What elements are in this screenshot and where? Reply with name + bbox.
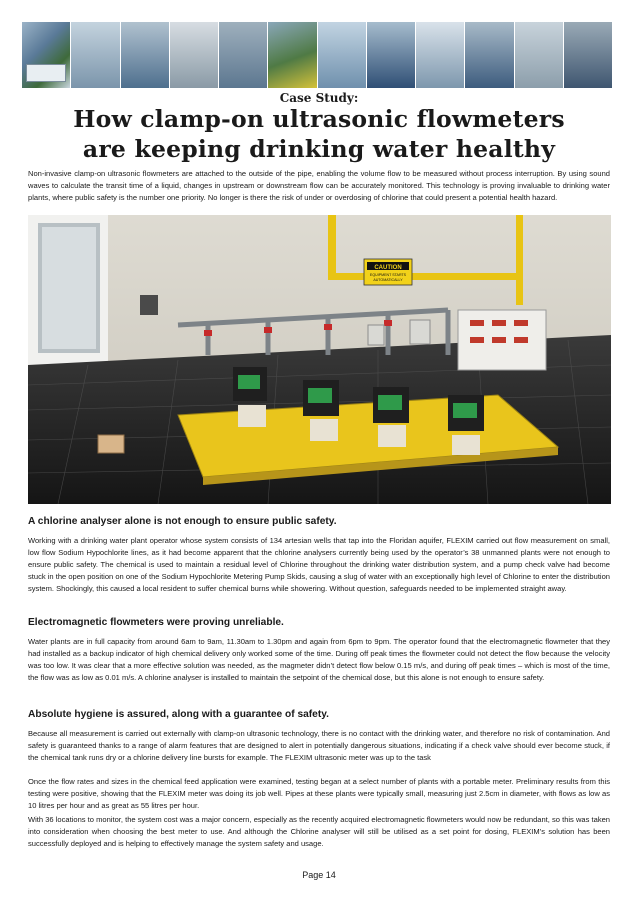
pump-skid-photo	[28, 215, 611, 504]
banner-photo-9	[465, 22, 514, 88]
pump-skid-illustration	[28, 215, 611, 504]
banner-photo-5	[268, 22, 317, 88]
banner-photo-2	[121, 22, 170, 88]
banner-photo-1	[71, 22, 120, 88]
header-banner	[22, 22, 612, 88]
section-3-body-2: Once the flow rates and sizes in the chemical feed application were examined, testing began at a select number of plants with a portable meter. Preliminary results from this testing were positive, showing that the FLEXIM meter was doing its job well. Pipes at these plants were typically small, measuring just 2.5cm in diameter, with flows as low as 10 litres per hour and as great as 55 litres per hour.	[28, 777, 610, 811]
section-3-body-1: Because all measurement is carried out externally with clamp-on ultrasonic technology, there is no contact with the drinking water, and therefore no risk of contamination. And safety is guaranteed thanks to a range of alarm features that are designed to alert in potentially dangerous situations, indicating if a check valve should ever become stuck, if the chemical tank runs dry or a chlorine delivery line bursts for example. The FLEXIM ultrasonic meter was up to the task	[28, 729, 610, 763]
section-1-body: Working with a drinking water plant operator whose system consists of 134 artesian wells that tap into the Floridan aquifer, FLEXIM carried out flow measurement on small, low flow Sodium Hypochlorite lines, as it had become apparent that the chlorine analysers currently being used by the operator’s 38 unmanned plants were not enough to ensure public safety. The chemical is used to maintain a residual level of Chlorine throughout the drinking water distribution system, and a pump check valve had become stuck in the open position on one of the Sodium Hypochlorite Metering Pump Skids, causing a slug of water with an exceptionally high level of Chlorine to enter the distribution system. Shockingly, this caused a local resident to suffer chemical burns while showering. Without question, safeguards needed to be implemented straight away.	[28, 536, 610, 594]
section-3-body-3: With 36 locations to monitor, the system cost was a major concern, especially as the recently acquired electromagnetic flowmeters would now be redundant, so this was taken into consideration when choosing the best meter to use. And although the Chlorine analyser will still be utilised as a set point for dosing, FLEXIM’s solution has been successfully deployed and is helping to effectively manage the system safety and usage.	[28, 815, 610, 849]
caution-sign-text-1: EQUIPMENT STARTS	[369, 273, 407, 277]
section-2-body: Water plants are in full capacity from around 6am to 9am, 11.30am to 1.30pm and again from 6pm to 9pm. The operator found that the electromagnetic flowmeter that they had installed as a backup indicator of high chemical delivery only worked some of the time. During off peak times the flowmeter could not detect the flow because the velocity was too low. It was clear that a more effective solution was needed, as the magmeter didn’t detect flow below 0.15 m/s, and during off peak times – which is most of the time, the flow was as low as 0.01 m/s. A chlorine analyser is installed to maintain the setpoint of the chemical dose, but this alone is not enough to ensure safety.	[28, 637, 610, 683]
intro-paragraph: Non-invasive clamp-on ultrasonic flowmeters are attached to the outside of the pipe, enabling the volume flow to be measured without process interruption. By using sound waves to calculate the transit time of a liquid, changes in upstream or downstream flow can be accurately monitored. This technology is proving invaluable to drinking water plants, where public safety is the number one priority. No longer is there the risk of under or overdosing of chlorine that could present a potential health hazard.	[28, 169, 610, 203]
section-3-heading: Absolute hygiene is assured, along with a guarantee of safety.	[28, 709, 329, 720]
page-number: Page 14	[302, 870, 336, 880]
banner-photo-3	[170, 22, 219, 88]
headline-line-1: How clamp-on ultrasonic flowmeters	[73, 105, 565, 133]
caution-sign-text-2: AUTOMATICALLY	[373, 278, 403, 282]
banner-photo-6	[318, 22, 367, 88]
banner-photo-8	[416, 22, 465, 88]
section-2-heading: Electromagnetic flowmeters were proving unreliable.	[28, 617, 284, 628]
banner-photo-7	[367, 22, 416, 88]
banner-logo	[26, 64, 66, 82]
banner-photo-10	[515, 22, 564, 88]
caution-sign-title: CAUTION	[374, 265, 402, 271]
banner-map-image	[22, 22, 71, 88]
headline-line-2: are keeping drinking water healthy	[82, 135, 556, 163]
headline	[30, 104, 608, 164]
case-study-label: Case Study:	[279, 91, 359, 105]
banner-photo-11	[564, 22, 612, 88]
section-1-heading: A chlorine analyser alone is not enough to ensure public safety.	[28, 516, 337, 527]
banner-photo-4	[219, 22, 268, 88]
